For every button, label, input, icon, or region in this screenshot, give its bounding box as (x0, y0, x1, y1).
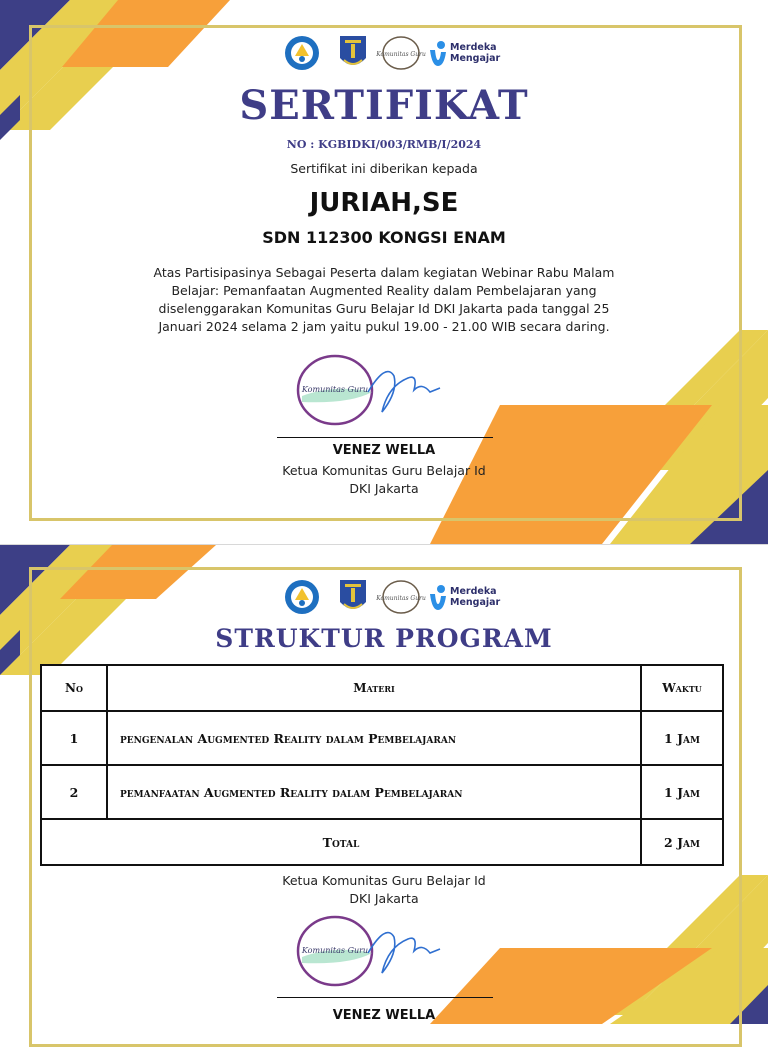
table-total-row (41, 819, 723, 865)
signer-title-line2: DKI Jakarta (349, 891, 419, 906)
merdeka-line1: Merdeka (450, 586, 497, 597)
signature-line (277, 997, 493, 998)
signer-title-line1: Ketua Komunitas Guru Belajar Id (282, 463, 486, 478)
kemendikbud-logo (283, 34, 321, 72)
given-to-text: Sertifikat ini diberikan kepada (290, 161, 478, 176)
stamp-text: Komunitas Guru (301, 385, 369, 394)
merdeka-line2: Mengajar (450, 596, 501, 608)
row-waktu: 1 Jam (641, 765, 723, 819)
komunitas-guru-logo (376, 578, 426, 616)
merdeka-mengajar-icon (428, 40, 448, 68)
logo-row (0, 578, 768, 622)
table-header-row (41, 665, 723, 711)
description-line: diselenggarakan Komunitas Guru Belajar Id DKI Jakarta pada tanggal 25 (158, 301, 610, 316)
certificate-number: NO : KGBIDKI/003/RMB/I/2024 (286, 138, 482, 151)
recipient-name: JURIAH,SE (309, 188, 459, 218)
signer-title (0, 872, 768, 908)
komunitas-logo-text: Komunitas Guru (376, 51, 426, 58)
merdeka-line1: Merdeka (450, 42, 497, 53)
merdeka-mengajar-icon (428, 584, 448, 612)
program-page (0, 545, 768, 1024)
signature-stamp (290, 352, 450, 432)
jakarta-logo (338, 34, 368, 72)
row-waktu: 1 Jam (641, 711, 723, 765)
recipient-school: SDN 112300 KONGSI ENAM (262, 228, 506, 247)
merdeka-mengajar-text (450, 43, 500, 64)
program-table (40, 664, 724, 866)
signer-name: VENEZ WELLA (332, 443, 436, 458)
signature-scribble (368, 372, 440, 412)
description-line: Januari 2024 selama 2 jam yaitu pukul 19.00 - 21.00 WIB secara daring. (158, 319, 610, 334)
signature-stamp (290, 913, 450, 993)
komunitas-logo-text: Komunitas Guru (376, 595, 426, 602)
total-value: 2 Jam (641, 819, 723, 865)
row-materi: pengenalan Augmented Reality dalam Pembelajaran (107, 711, 641, 765)
signer-title (0, 462, 768, 498)
table-row (41, 711, 723, 765)
stamp-text: Komunitas Guru (301, 946, 369, 955)
signer-name: VENEZ WELLA (332, 1008, 436, 1023)
description-line: Belajar: Pemanfaatan Augmented Reality dalam Pembelajaran yang (171, 283, 597, 298)
signer-title-line1: Ketua Komunitas Guru Belajar Id (282, 873, 486, 888)
description-line: Atas Partisipasinya Sebagai Peserta dalam kegiatan Webinar Rabu Malam (153, 265, 615, 280)
row-no: 2 (41, 765, 107, 819)
merdeka-line2: Mengajar (450, 52, 501, 64)
program-title: STRUKTUR PROGRAM (215, 624, 553, 653)
jakarta-logo (338, 578, 368, 616)
kemendikbud-logo (283, 578, 321, 616)
signer-title-line2: DKI Jakarta (349, 481, 419, 496)
certificate-description (130, 264, 638, 336)
merdeka-mengajar-text (450, 587, 500, 608)
row-no: 1 (41, 711, 107, 765)
signature-line (277, 437, 493, 438)
komunitas-guru-logo (376, 34, 426, 72)
certificate-title: SERTIFIKAT (239, 82, 529, 129)
table-row (41, 765, 723, 819)
header-waktu: Waktu (641, 665, 723, 711)
logo-row (0, 34, 768, 78)
total-label: Total (41, 819, 641, 865)
signature-scribble (368, 933, 440, 973)
header-materi: Materi (107, 665, 641, 711)
header-no: No (41, 665, 107, 711)
row-materi: pemanfaatan Augmented Reality dalam Pembelajaran (107, 765, 641, 819)
